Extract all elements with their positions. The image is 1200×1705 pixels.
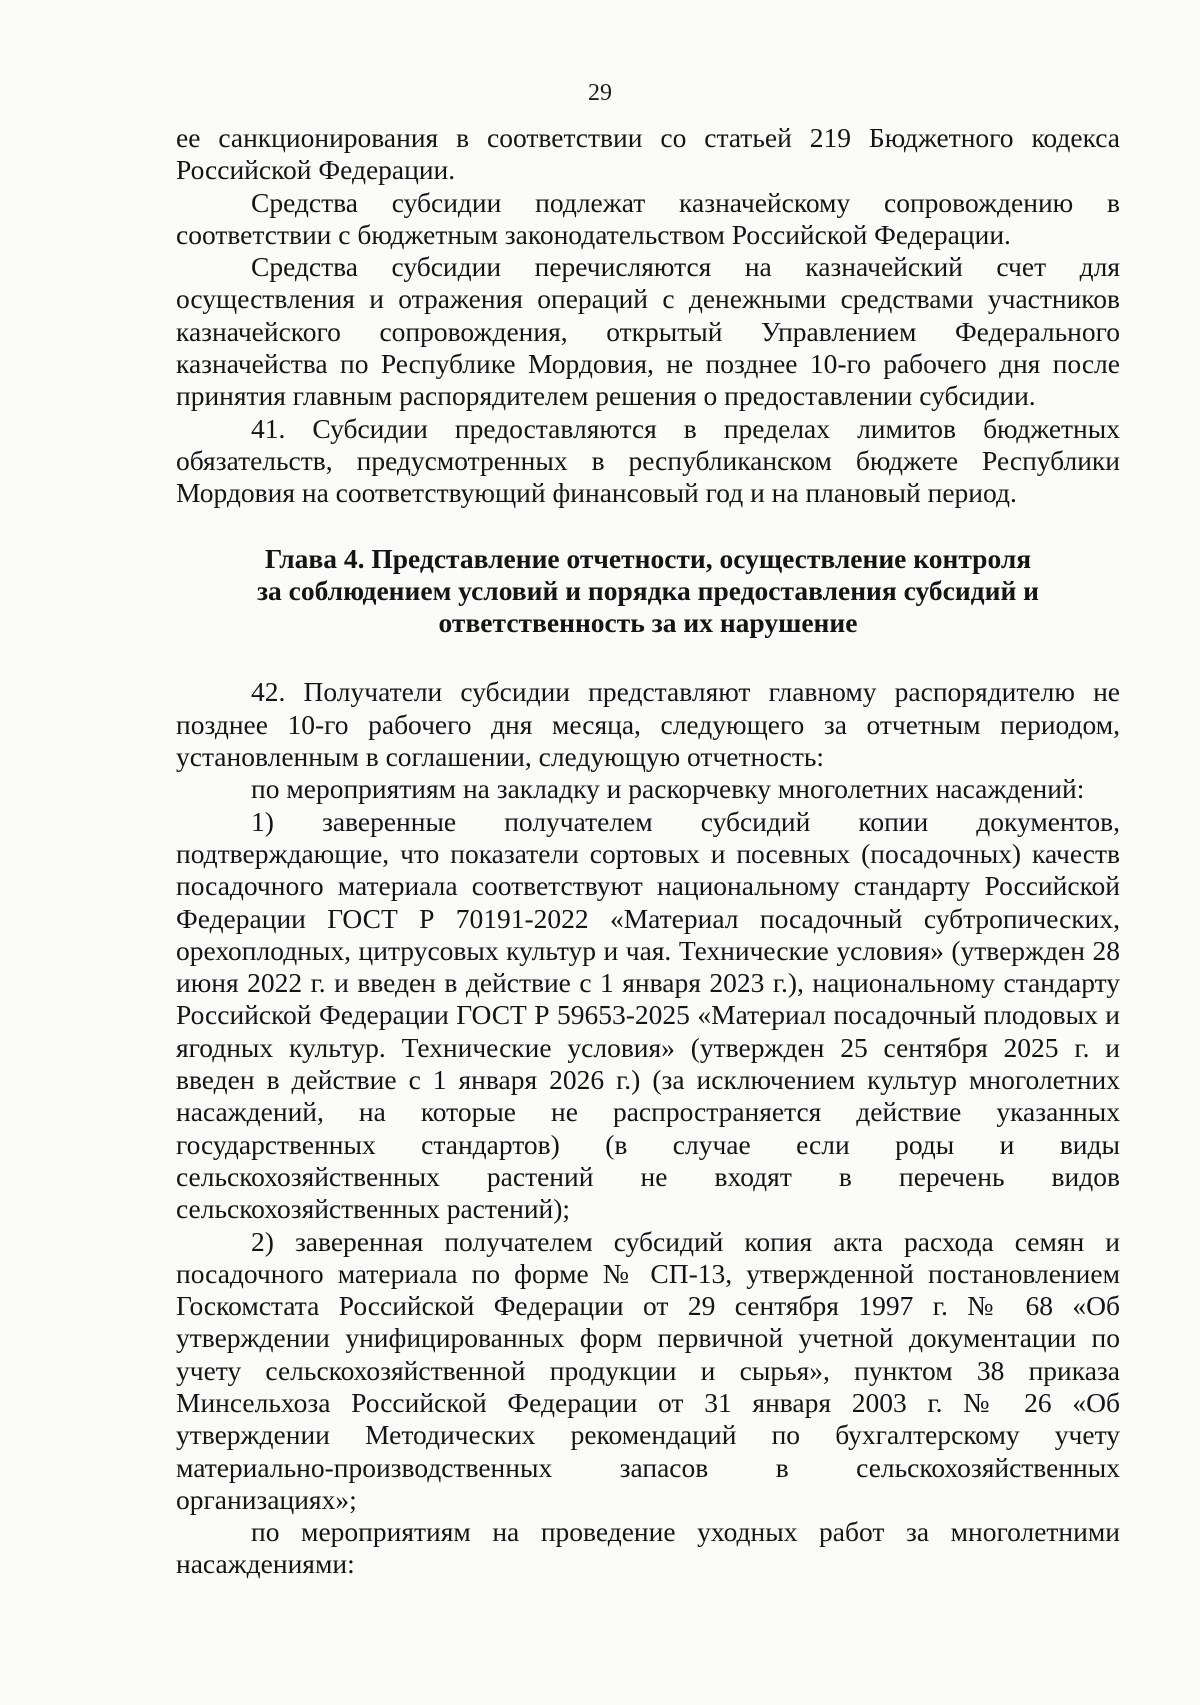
paragraph: Средства субсидии подлежат казначейскому сопровождению в соответствии с бюджетным законодательством Российской Федерации.: [176, 186, 1120, 250]
paragraph-item-42: 42. Получатели субсидии представляют главному распорядителю не позднее 10-го рабочего дня месяца, следующего за отчетным периодом, установленным в соглашении, следующую отчетность:: [176, 676, 1120, 773]
chapter-heading-line: ответственность за их нарушение: [438, 607, 858, 639]
document-body: [176, 122, 1120, 1581]
page-number: 29: [588, 80, 612, 106]
paragraph: по мероприятиям на проведение уходных работ за многолетними насаждениями:: [176, 1516, 1120, 1580]
paragraph: ее санкционирования в соответствии со статьей 219 Бюджетного кодекса Российской Федерации.: [176, 122, 1120, 186]
chapter-heading: [176, 543, 1120, 640]
paragraph: по мероприятиям на закладку и раскорчевку многолетних насаждений:: [251, 773, 1085, 805]
paragraph: Средства субсидии перечисляются на казначейский счет для осуществления и отражения операций с денежными средствами участников казначейского сопровождения, открытый Управлением Федерального казначейства по Республике Мордовия, не позднее 10-го рабочего дня после принятия главным распорядителем решения о предоставлении субсидии.: [176, 251, 1120, 412]
chapter-heading-line: Глава 4. Представление отчетности, осуществление контроля: [264, 542, 1032, 574]
list-item: 2) заверенная получателем субсидий копия акта расхода семян и посадочного материала по форме № СП-13, утвержденной постановлением Госкомстата Российской Федерации от 29 сентября 1997 г. № 68 «Об утверждении унифицированных форм первичной учетной документации по учету сельскохозяйственной продукции и сырья», пунктом 38 приказа Минсельхоза Российской Федерации от 31 января 2003 г. № 26 «Об утверждении Методических рекомендаций по бухгалтерскому учету материально-производственных запасов в сельскохозяйственных организациях»;: [176, 1225, 1120, 1515]
paragraph-item-41: 41. Субсидии предоставляются в пределах лимитов бюджетных обязательств, предусмотренных в республиканском бюджете Республики Мордовия на соответствующий финансовый год и на плановый период.: [176, 412, 1120, 509]
list-item: 1) заверенные получателем субсидий копии документов, подтверждающие, что показатели сортовых и посевных (посадочных) качеств посадочного материала соответствуют национальному стандарту Российской Федерации ГОСТ Р 70191-2022 «Материал посадочный субтропических, орехоплодных, цитрусовых культур и чая. Технические условия» (утвержден 28 июня 2022 г. и введен в действие с 1 января 2023 г.), национальному стандарту Российской Федерации ГОСТ Р 59653-2025 «Материал посадочный плодовых и ягодных культур. Технические условия» (утвержден 25 сентября 2025 г. и введен в действие с 1 января 2026 г.) (за исключением культур многолетних насаждений, на которые не распространяется действие указанных государственных стандартов) (в случае если роды и виды сельскохозяйственных растений не входят в перечень видов сельскохозяйственных растений);: [176, 805, 1120, 1225]
chapter-heading-line: за соблюдением условий и порядка предоставления субсидий и: [256, 574, 1040, 606]
